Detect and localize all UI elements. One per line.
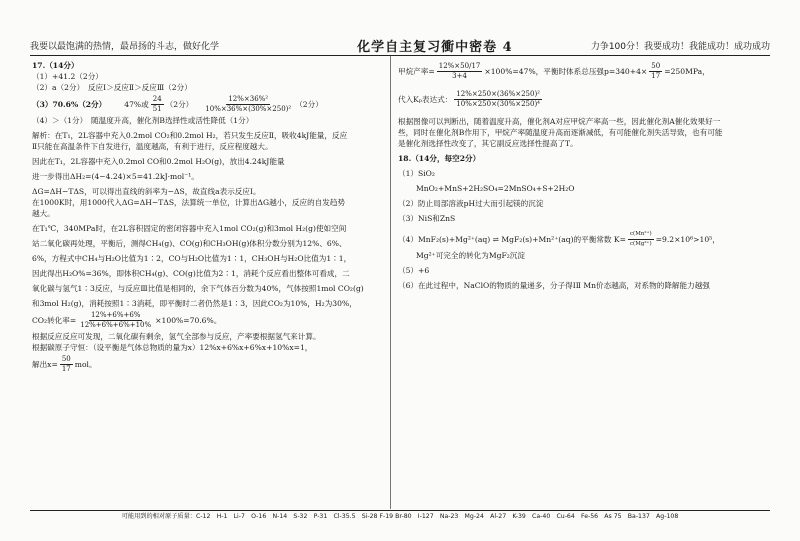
fraction-numerator: 12%+6%+6% bbox=[90, 310, 141, 319]
fraction-denominator: 17 bbox=[651, 71, 661, 80]
formula-result: =9.2×10⁶>10⁵， bbox=[655, 234, 720, 244]
answer-17-2: （2）a（2分） 反应Ⅰ＞反应Ⅱ＞反应Ⅲ（2分） bbox=[32, 83, 192, 92]
answer-18-6: （6）在此过程中，NaClO的物质的量递多，分子得IⅡ Mn价态越高，对系物的降解能力越强 bbox=[398, 281, 710, 290]
page-title: 化学自主复习衝中密卷 4 bbox=[357, 39, 513, 55]
fraction-numerator: 50 bbox=[651, 61, 661, 70]
explanation-line: 进一步得出ΔH₂=(4−4.24)×5=41.2kJ·mol⁻¹。 bbox=[32, 172, 199, 181]
answer-18-2: （2）防止局部溶液pH过大而引起镁的沉淀 bbox=[398, 199, 544, 208]
left-column bbox=[32, 60, 382, 375]
explanation-line: 解析：在T₁，2L容器中充入0.2mol CO₂和0.2mol H₂，若只发生反应Ⅱ，吸收4kJ能量，反应 bbox=[32, 131, 348, 140]
equilibrium-fraction bbox=[628, 230, 654, 249]
fraction-denominator: 3+4 bbox=[452, 71, 467, 80]
yield-fraction bbox=[437, 62, 483, 81]
atomic-mass-footer: 可能用到的相对原子质量：C-12 H-1 Li-7 O-16 N-14 S-32 P-31 Cl-35.5 Si-28 F-19 Br-80 I-127 Na-23 Mg-24 Al-27 K-39 Ca-40 Cu-64 Fe-56 As 75 Ba-137 Ag-108 bbox=[30, 510, 770, 523]
header-rule bbox=[30, 55, 770, 56]
fraction-numerator: 12%×50/17 bbox=[438, 61, 481, 70]
methane-yield-formula bbox=[398, 60, 770, 82]
answer-17-3-score-2: （2分） bbox=[295, 99, 323, 109]
answer-17-3-value: （3）70.6%（2分） bbox=[32, 99, 107, 109]
answer-18-5: （5）+6 bbox=[398, 266, 430, 275]
answer-18-4 bbox=[398, 228, 770, 250]
answer-18-1-equation: MnO₂+MnS+2H₂SO₄=2MnSO₄+S+2H₂O bbox=[416, 184, 575, 193]
formula-label: （4）MnF₂(s)+Mg²⁺(aq) ⇌ MgF₂(s)+Mn²⁺(aq)的平衡常数 K= bbox=[398, 234, 626, 244]
formula-label: 甲烷产率= bbox=[398, 66, 435, 76]
formula-text: ×100%=47%，平衡时体系总压强p=340+4× bbox=[484, 66, 648, 76]
fraction-denominator: c(Mg²⁺) bbox=[629, 240, 652, 247]
fraction-numerator: 24 bbox=[152, 94, 162, 103]
kp-fraction bbox=[203, 95, 293, 114]
explanation-line: 和3mol H₂(g)，消耗按照1∶3消耗，即平衡时二者仍然是1∶3，因此CO₂为10%，H₂为30%， bbox=[32, 299, 357, 308]
analysis-line: 根据图像可以判断出，随着温度升高，催化剂A对应甲烷产率高一些，因此催化剂A催化效果好一 bbox=[398, 117, 721, 126]
x-fraction bbox=[60, 355, 73, 374]
explanation-line: 在1000K时，用1000代入ΔG=ΔH−TΔS，法算统一单位，计算出ΔG越小，反应的自发趋势 bbox=[32, 198, 346, 207]
fraction-numerator: 50 bbox=[61, 354, 71, 363]
header-slogan: 力争100分！我要成功！我能成功！成功成功 bbox=[590, 41, 770, 52]
formula-result: mol。 bbox=[74, 359, 97, 369]
question-18-heading: 18.（14分，每空2分） bbox=[398, 154, 481, 163]
explanation-line: 因此得出H₂O%=36%，即体积CH₄(g)、CO(g)比值为2∶1，消耗个反应看出整体可看成，二 bbox=[32, 269, 350, 278]
solve-x-formula bbox=[32, 353, 382, 375]
kp-expression bbox=[398, 86, 770, 112]
fraction-denominator: 51 bbox=[152, 104, 162, 113]
page-header bbox=[30, 36, 770, 54]
explanation-line: 在T₁℃，340MPa时，在2L容积固定的密闭容器中充入1mol CO₂(g)和3mol H₂(g)使如空间 bbox=[32, 224, 347, 233]
conversion-formula bbox=[32, 309, 382, 331]
formula-label: CO₂转化率= bbox=[32, 315, 77, 325]
fraction-numerator: c(Mn²⁺) bbox=[628, 230, 654, 240]
formula-label: 解出x= bbox=[32, 359, 58, 369]
right-column bbox=[398, 60, 770, 291]
fraction-denominator: 10%×36%×(30%×250)² bbox=[205, 104, 292, 113]
fraction-24-51 bbox=[151, 95, 164, 114]
kp-fraction bbox=[454, 90, 542, 109]
explanation-line: 根据碳原子守恒：（设平衡是气体总物质的量为x）12%x+6%x+6%x+10%x=1， bbox=[32, 343, 313, 352]
explanation-line: 氧化碳与氢气1∶3反应，与反应Ⅲ比值是相同的，余下气体百分数为40%，气体按照1mol CO₂(g) bbox=[32, 284, 364, 293]
fraction-denominator: 17 bbox=[61, 364, 71, 373]
formula-result: ×100%=70.6%。 bbox=[155, 315, 222, 325]
answer-18-1: （1）SiO₂ bbox=[398, 169, 435, 178]
conversion-fraction bbox=[78, 311, 153, 330]
question-17-heading: 17.（14分） bbox=[32, 61, 79, 70]
explanation-line: 根据反应反应可发现，二氧化碳有剩余，氢气全部参与反应，产率要根据氢气来计算。 bbox=[32, 332, 321, 341]
analysis-line: 是催化剂选择性改变了，其它副反应选择性提高了T。 bbox=[398, 139, 578, 148]
explanation-line: 因此在T₁，2L容器中充入0.2mol CO和0.2mol H₂O(g)，放出4.24kJ能量 bbox=[32, 157, 285, 166]
explanation-line: ΔG=ΔH−TΔS，可以得出直线的斜率为−ΔS，故直线a表示反应Ⅰ。 bbox=[32, 187, 261, 196]
answer-17-3-alt: 47%或 bbox=[124, 99, 149, 109]
fraction-denominator: 12%+6%+6%+10% bbox=[80, 320, 152, 329]
analysis-line: 些，同时在催化剂B作用下，甲烷产率随温度升高而逐渐减低，有可能催化剂失活导致，也有可能 bbox=[398, 128, 723, 137]
column-divider bbox=[390, 56, 391, 509]
explanation-line: Ⅱ只能在高温条件下自发进行，温度越高，有利于进行，反应程度越大。 bbox=[32, 142, 273, 151]
explanation-line: 站二氧化碳再处理，平衡后，测得CH₄(g)、CO(g)和CH₃OH(g)体积分数分别为12%、6%、 bbox=[32, 239, 347, 248]
formula-result: =250MPa， bbox=[664, 66, 710, 76]
answer-17-3-score: （2分） bbox=[165, 99, 194, 109]
explanation-line: 6%，方程式中CH₄与H₂O比值为1∶2，CO与H₂O比值为1∶1，CH₃OH与H₂O比值为1∶1， bbox=[32, 254, 352, 263]
header-motto: 我要以最饱满的热情，最昂扬的斗志，做好化学 bbox=[30, 41, 220, 52]
formula-label: 代入Kₚ表达式： bbox=[398, 94, 453, 104]
fraction-numerator: 12%×36%² bbox=[228, 94, 269, 103]
pressure-fraction bbox=[649, 62, 662, 81]
answer-18-3: （3）NiS和ZnS bbox=[398, 214, 456, 223]
answer-17-1: （1）+41.2（2分） bbox=[32, 72, 103, 81]
answer-17-3 bbox=[32, 93, 382, 115]
fraction-numerator: 12%×250×(36%×250)² bbox=[456, 89, 540, 98]
answer-17-4: （4）＞（1分） 随温度升高，催化剂B选择性或活性降低（1分） bbox=[32, 116, 254, 125]
answer-18-4-conclusion: Mg²⁺可完全的转化为MgF₂沉淀 bbox=[416, 251, 525, 260]
explanation-line: 越大。 bbox=[32, 209, 55, 218]
fraction-denominator: 10%×250×(30%×250)⁴ bbox=[456, 99, 540, 108]
